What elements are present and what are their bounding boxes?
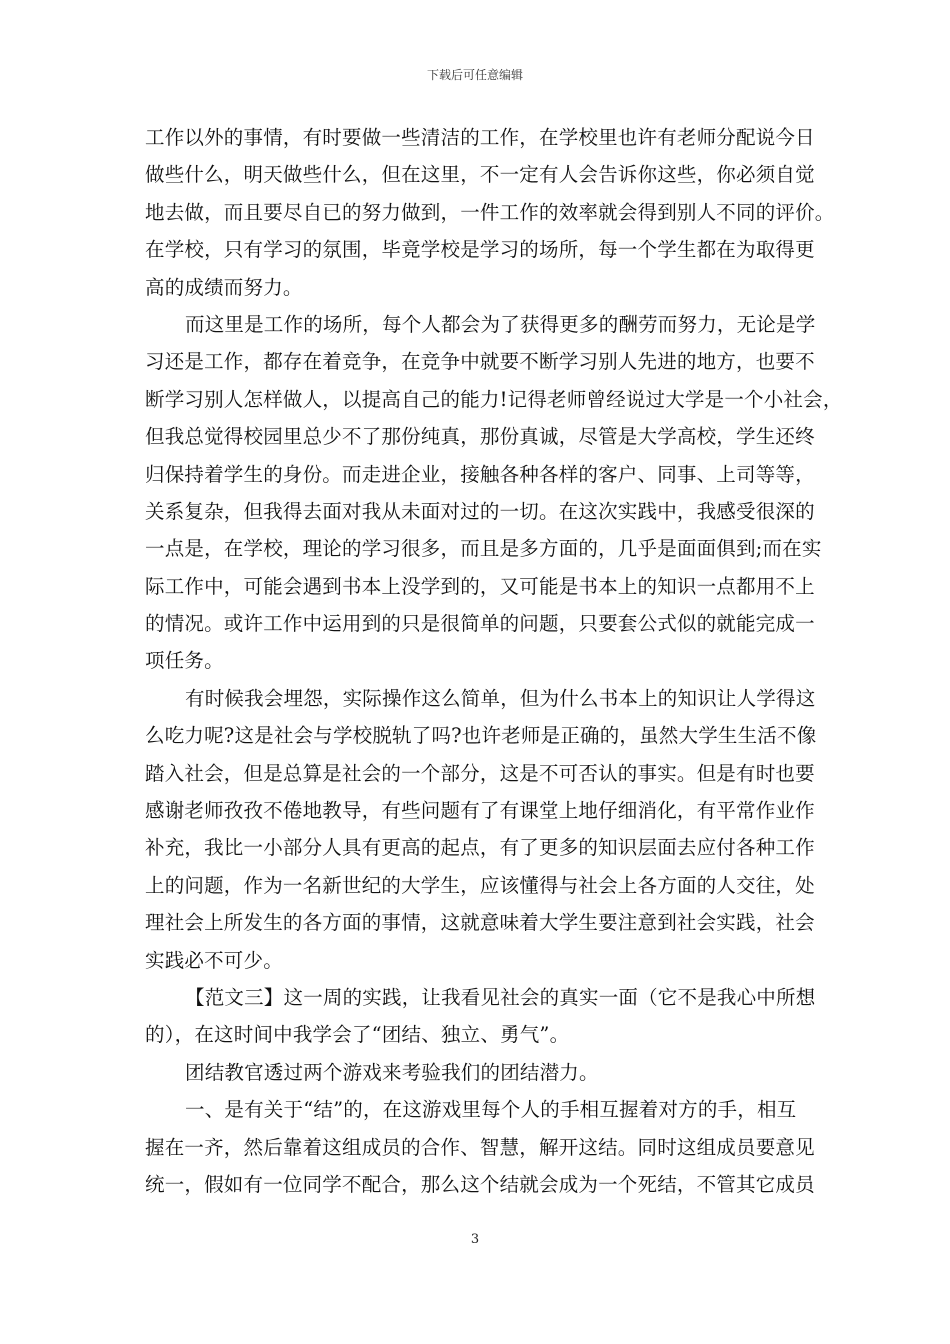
text-line: 一、是有关于“结”的，在这游戏里每个人的手相互握着对方的手，相互 — [185, 1098, 797, 1122]
text-line: 在学校，只有学习的氛围，毕竟学校是学习的场所，每一个学生都在为取得更 — [145, 238, 815, 262]
text-line: 地去做，而且要尽自已的努力做到，一件工作的效率就会得到别人不同的评价。 — [145, 200, 835, 224]
text-line: 做些什么，明天做些什么，但在这里，不一定有人会告诉你这些，你必须自觉 — [145, 163, 815, 187]
text-line: 上的问题，作为一名新世纪的大学生，应该懂得与社会上各方面的人交往，处 — [145, 873, 815, 897]
text-line: 习还是工作，都存在着竞争，在竞争中就要不断学习别人先进的地方，也要不 — [145, 350, 815, 374]
text-line: 断学习别人怎样做人，以提高自己的能力!记得老师曾经说过大学是一个小社会， — [145, 387, 843, 411]
text-line: 但我总觉得校园里总少不了那份纯真，那份真诚，尽管是大学高校，学生还终 — [145, 425, 815, 449]
text-line: 一点是，在学校，理论的学习很多，而且是多方面的，几乎是面面俱到;而在实 — [145, 537, 822, 561]
text-line: 握在一齐，然后靠着这组成员的合作、智慧，解开这结。同时这组成员要意见 — [145, 1135, 815, 1159]
text-line: 【范文三】这一周的实践，让我看见社会的真实一面（它不是我心中所想 — [185, 985, 816, 1009]
text-line: 理社会上所发生的各方面的事情，这就意味着大学生要注意到社会实践，社会 — [145, 911, 815, 935]
text-line: 团结教官透过两个游戏来考验我们的团结潜力。 — [185, 1060, 599, 1084]
text-line: 项任务。 — [145, 649, 224, 673]
text-line: 关系复杂，但我得去面对我从未面对过的一切。在这次实践中，我感受很深的 — [145, 499, 815, 523]
document-body — [145, 119, 843, 1203]
text-line: 的情况。或许工作中运用到的只是很简单的问题，只要套公式似的就能完成一 — [145, 612, 815, 636]
text-line: 补充，我比一小部分人具有更高的起点，有了更多的知识层面去应付各种工作 — [145, 836, 815, 860]
text-line: 踏入社会，但是总算是社会的一个部分，这是不可否认的事实。但是有时也要 — [145, 761, 815, 785]
text-line: 实践必不可少。 — [145, 948, 283, 972]
text-line: 感谢老师孜孜不倦地教导，有些问题有了有课堂上地仔细消化，有平常作业作 — [145, 799, 815, 823]
text-line: 而这里是工作的场所，每个人都会为了获得更多的酬劳而努力，无论是学 — [185, 312, 816, 336]
page-number: 3 — [470, 1232, 480, 1247]
text-line: 际工作中，可能会遇到书本上没学到的，又可能是书本上的知识一点都用不上 — [145, 574, 815, 598]
text-line: 工作以外的事情，有时要做一些清洁的工作，在学校里也许有老师分配说今日 — [145, 126, 815, 149]
text-line: 归保持着学生的身份。而走进企业，接触各种各样的客户、同事、上司等等， — [145, 462, 815, 486]
text-line: 统一，假如有一位同学不配合，那么这个结就会成为一个死结，不管其它成员 — [145, 1172, 815, 1196]
text-line: 高的成绩而努力。 — [145, 275, 303, 299]
text-line: 么吃力呢?这是社会与学校脱轨了吗?也许老师是正确的，虽然大学生生活不像 — [145, 724, 817, 748]
text-line: 的），在这时间中我学会了“团结、独立、勇气”。 — [145, 1023, 570, 1047]
text-line: 有时候我会埋怨，实际操作这么简单，但为什么书本上的知识让人学得这 — [185, 686, 816, 710]
page-header: 下载后可任意编辑 — [426, 68, 523, 82]
